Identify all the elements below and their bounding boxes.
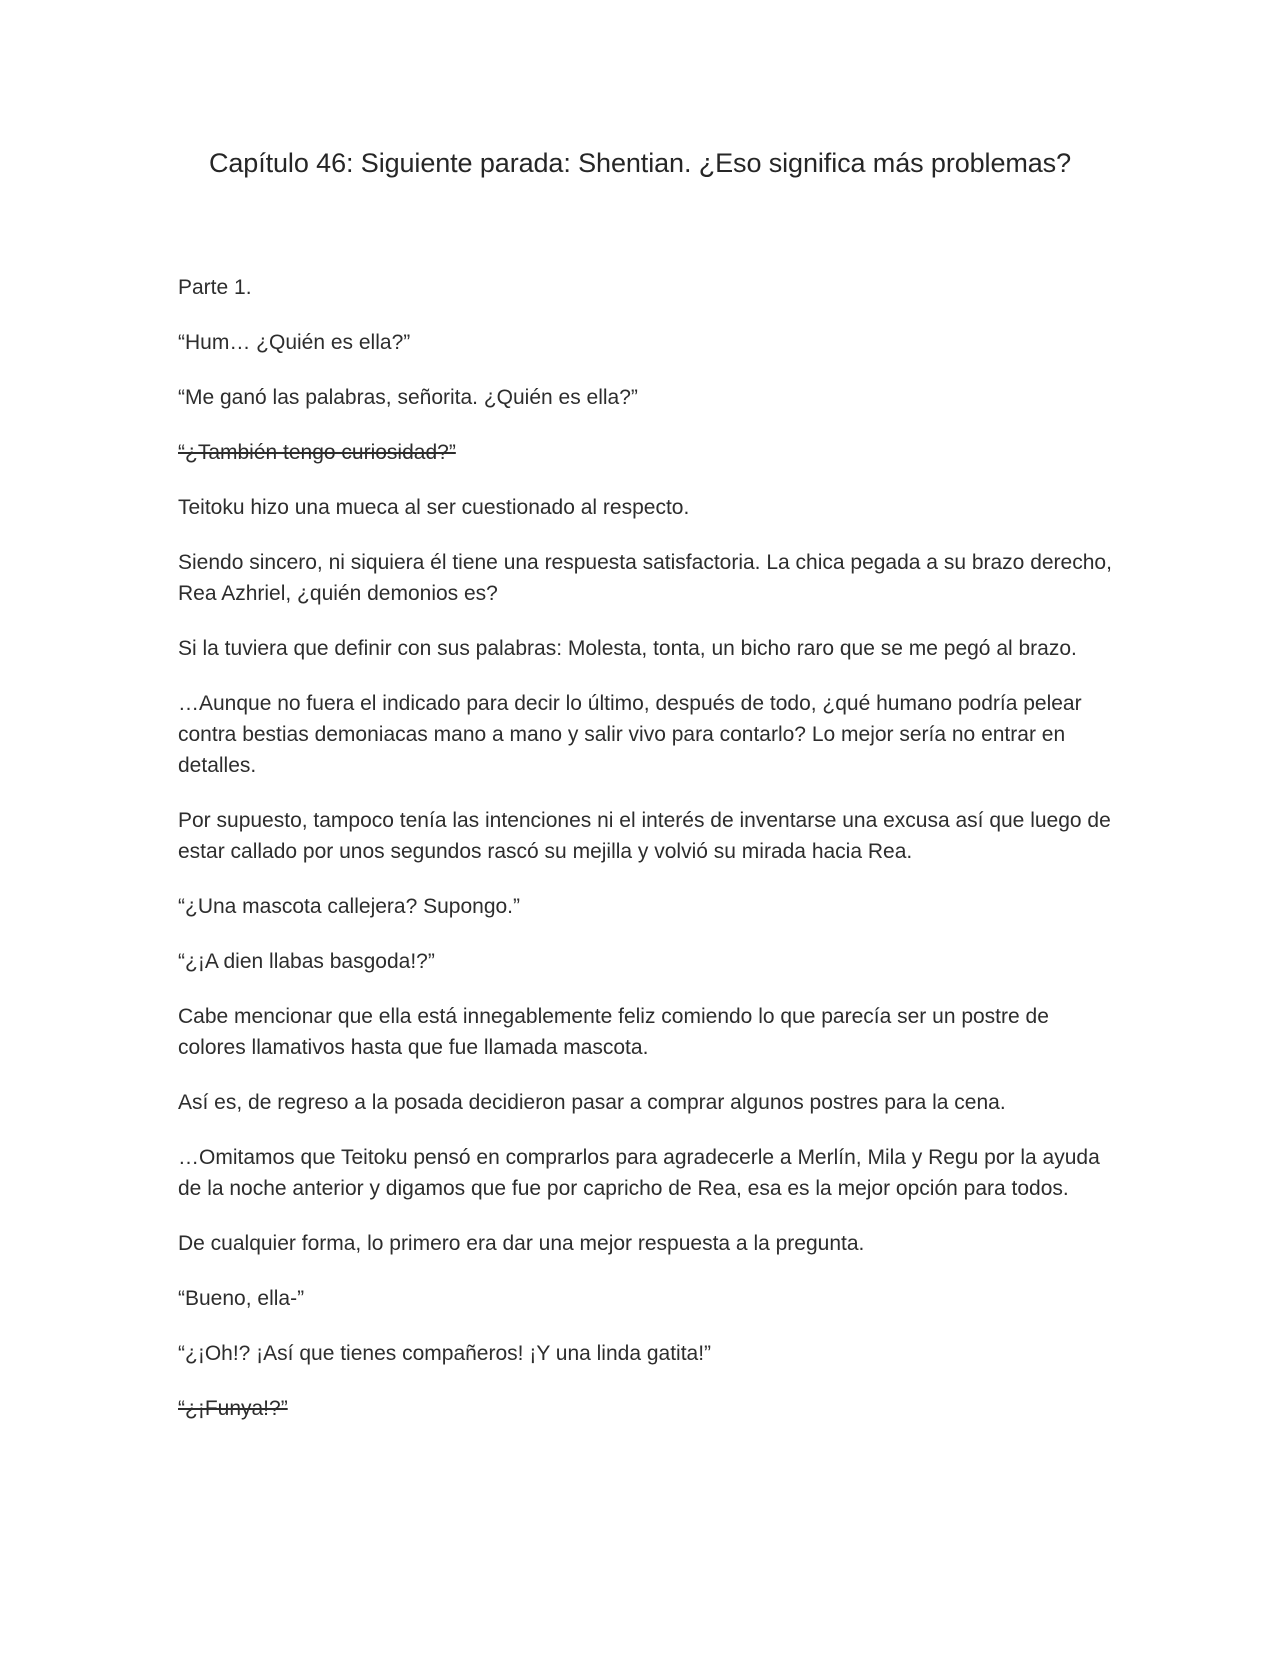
paragraph: …Omitamos que Teitoku pensó en comprarlos para agradecerle a Merlín, Mila y Regu por la ayuda de la noche anterior y digamos que fue por capricho de Rea, esa es la mejor opción para todos. [178, 1146, 1100, 1200]
strikethrough-paragraph [178, 1393, 1118, 1424]
paragraph: “¿¡A dien llabas basgoda!?” [178, 950, 435, 973]
paragraph: …Aunque no fuera el indicado para decir lo último, después de todo, ¿qué humano podría pelear contra bestias demoniacas mano a mano y salir vivo para contarlo? Lo mejor sería no entrar en detalles. [178, 692, 1082, 777]
paragraph: De cualquier forma, lo primero era dar una mejor respuesta a la pregunta. [178, 1232, 865, 1255]
paragraph: Así es, de regreso a la posada decidieron pasar a comprar algunos postres para la cena. [178, 1091, 1006, 1114]
paragraph: “Me ganó las palabras, señorita. ¿Quién es ella?” [178, 386, 638, 409]
chapter-title: Capítulo 46: Siguiente parada: Shentian. ¿Eso significa más problemas? [208, 148, 1071, 178]
paragraph: Cabe mencionar que ella está innegablemente feliz comiendo lo que parecía ser un postre de colores llamativos hasta que fue llamada mascota. [178, 1005, 1049, 1059]
paragraph: “Hum… ¿Quién es ella?” [178, 331, 411, 354]
document-body [178, 272, 1118, 1448]
paragraph: Si la tuviera que definir con sus palabras: Molesta, tonta, un bicho raro que se me pegó al brazo. [178, 637, 1077, 660]
paragraph: “¿Una mascota callejera? Supongo.” [178, 895, 521, 918]
paragraph: “¿¡Oh!? ¡Así que tienes compañeros! ¡Y una linda gatita!” [178, 1342, 712, 1365]
strikethrough-text: “¿¡Funya!?” [178, 1397, 288, 1420]
paragraph: Siendo sincero, ni siquiera él tiene una respuesta satisfactoria. La chica pegada a su brazo derecho, Rea Azhriel, ¿quién demonios es? [178, 551, 1112, 605]
part-heading: Parte 1. [178, 276, 252, 299]
paragraph: Teitoku hizo una mueca al ser cuestionado al respecto. [178, 496, 690, 519]
strikethrough-text: “¿También tengo curiosidad?” [178, 441, 456, 464]
strikethrough-paragraph [178, 437, 1118, 468]
paragraph: “Bueno, ella-” [178, 1287, 305, 1310]
paragraph: Por supuesto, tampoco tenía las intenciones ni el interés de inventarse una excusa así que luego de estar callado por unos segundos rascó su mejilla y volvió su mirada hacia Rea. [178, 809, 1111, 863]
